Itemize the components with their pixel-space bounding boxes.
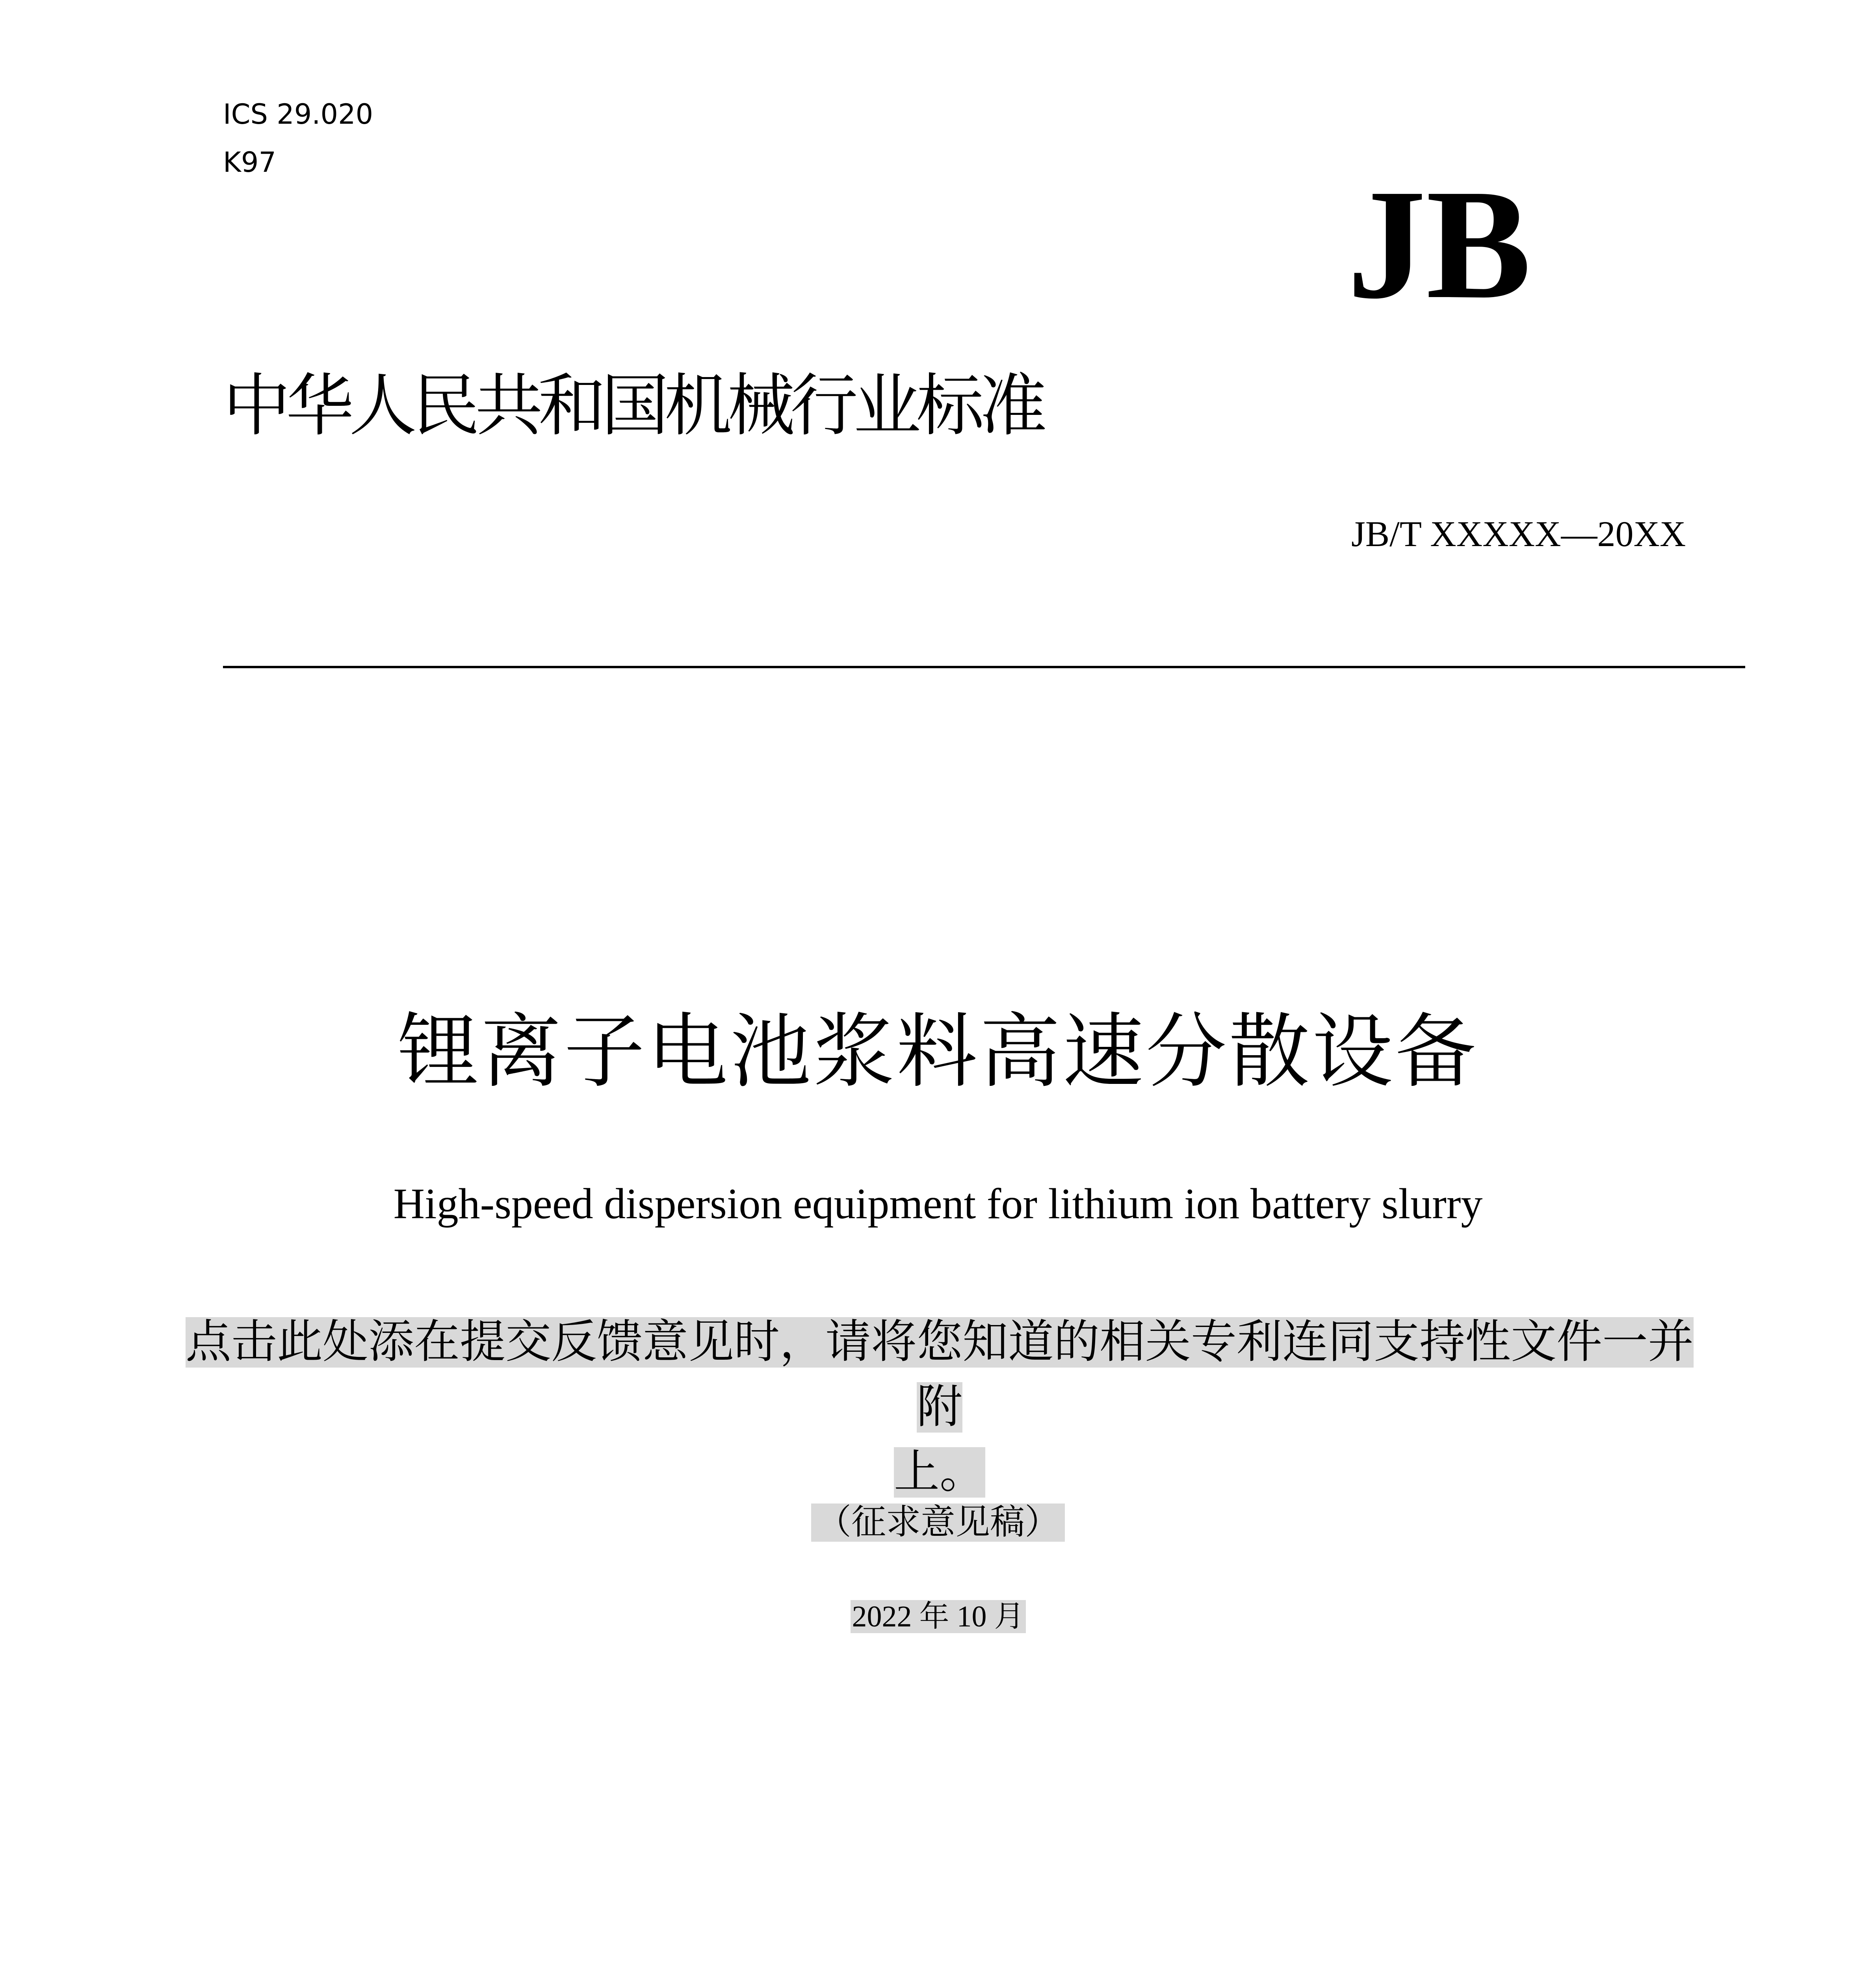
document-title-chinese: 锂离子电池浆料高速分散设备 — [397, 1005, 1479, 1099]
draft-status-label: （征求意见稿） — [811, 1504, 1065, 1542]
patent-notice-line-2: 上。 — [894, 1447, 985, 1498]
draft-status — [0, 1501, 1876, 1544]
ics-code: ICS 29.020 — [223, 98, 373, 130]
draft-date — [0, 1598, 1876, 1635]
jb-logo: JB — [1347, 157, 1531, 331]
standard-number: JB/T XXXXX—20XX — [1351, 514, 1686, 554]
patent-notice-line-1: 点击此处添在提交反馈意见时，请将您知道的相关专利连同支持性文件一并附 — [186, 1317, 1694, 1433]
draft-date-label: 2022 年 10 月 — [851, 1600, 1026, 1633]
ccs-code: K97 — [223, 146, 276, 178]
patent-notice-placeholder[interactable] — [185, 1310, 1694, 1505]
document-title-english: High-speed dispersion equipment for lithium ion battery slurry — [393, 1180, 1483, 1228]
top-divider — [223, 666, 1745, 668]
standard-category-title: 中华人民共和国机械行业标准 — [223, 366, 1042, 445]
